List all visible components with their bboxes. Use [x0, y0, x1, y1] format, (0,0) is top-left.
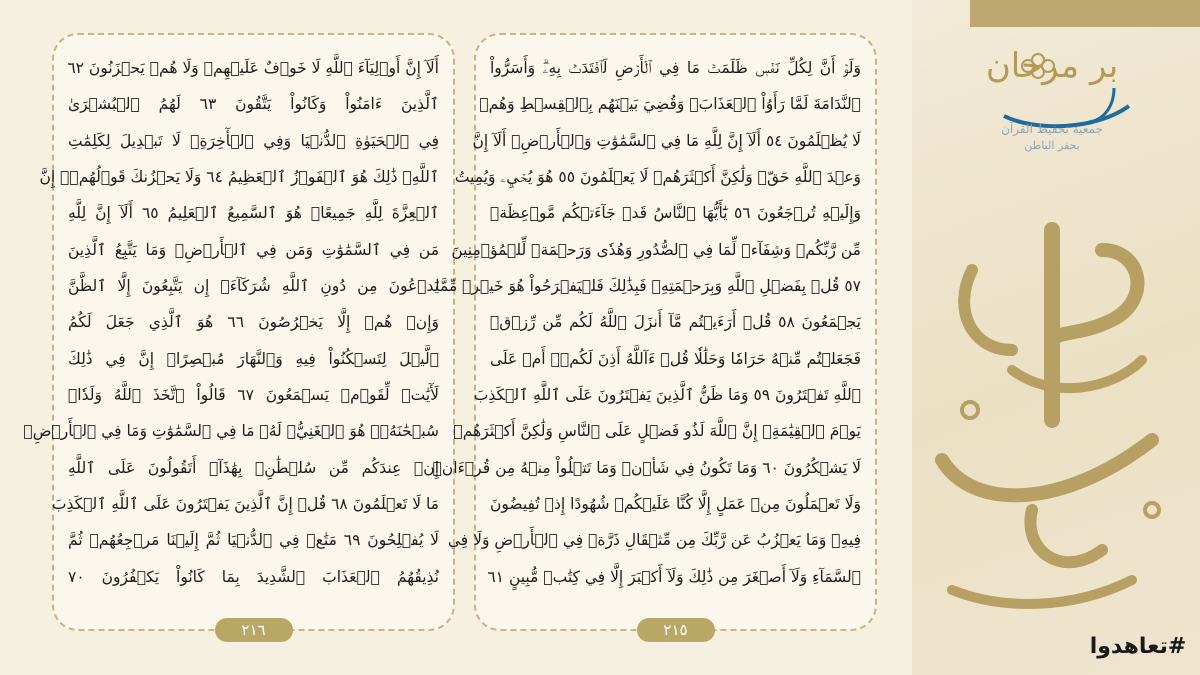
verse-line: نُذِيقُهُمُ ٱلۡعَذَابَ ٱلشَّدِيدَ بِمَا كَانُواْ يَكۡفُرُونَ ٧٠	[68, 567, 439, 586]
verse-line: وَلَوۡ أَنَّ لِكُلِّ نَفۡسٖ ظَلَمَتۡ مَا فِي ٱلۡأَرۡضِ لَٱفۡتَدَتۡ بِهِۦۗ وَأَسَرُّواْ	[490, 59, 861, 77]
gold-top-bar	[970, 0, 1200, 27]
verse-line: ٱللَّهِ تَفۡتَرُونَ ٥٩ وَمَا ظَنُّ ٱلَّذِينَ يَفۡتَرُونَ عَلَى ٱللَّهِ ٱلۡكَذِبَ	[473, 386, 861, 405]
verse-line: أَلَآ إِنَّ أَوۡلِيَآءَ ٱللَّهِ لَا خَوۡفٌ عَلَيۡهِمۡ وَلَا هُمۡ يَحۡزَنُونَ ٦٢	[67, 59, 439, 77]
verse-line: ٱلَّذِينَ ءَامَنُواْ وَكَانُواْ يَتَّقُونَ ٦٣ لَهُمُ ٱلۡبُشۡرَىٰ	[68, 95, 439, 114]
verse-line: يَجۡمَعُونَ ٥٨ قُلۡ أَرَءَيۡتُم مَّآ أَنزَلَ ٱللَّهُ لَكُم مِّن رِّزۡقٖ	[490, 313, 861, 332]
verse-line: وَلَا تَعۡمَلُونَ مِنۡ عَمَلٍ إِلَّا كُنَّا عَلَيۡكُمۡ شُهُودًا إِذۡ تُفِيضُونَ	[490, 495, 861, 514]
verse-line: وَإِنۡ هُمۡ إِلَّا يَخۡرُصُونَ ٦٦ هُوَ ٱلَّذِي جَعَلَ لَكُمُ	[68, 313, 439, 332]
verse-line: ٱلۡعِزَّةَ لِلَّهِ جَمِيعًاۚ هُوَ ٱلسَّمِيعُ ٱلۡعَلِيمُ ٦٥ أَلَآ إِنَّ لِلَّهِ	[68, 204, 439, 223]
branding-panel	[912, 0, 1200, 675]
verse-line: مِّن رَّبِّكُمۡ وَشِفَآءٞ لِّمَا فِي ٱلصُّدُورِ وَهُدٗى وَرَحۡمَةٞ لِّلۡمُؤۡمِنِينَ	[451, 240, 861, 259]
verse-line: ٥٧ قُلۡ بِفَضۡلِ ٱللَّهِ وَبِرَحۡمَتِهِۦ فَبِذَٰلِكَ فَلۡيَفۡرَحُواْ هُوَ خَيۡرٞ مِّمَّا	[435, 277, 861, 296]
association-city: بحفر الباطن	[1024, 139, 1080, 152]
page-text-lines	[23, 51, 439, 595]
verse-line: فِيهِۚ وَمَا يَعۡزُبُ عَن رَّبِّكَ مِن مِّثۡقَالِ ذَرَّةٖ فِي ٱلۡأَرۡضِ وَلَا فِي	[447, 531, 861, 550]
verse-line: لَا يُظۡلَمُونَ ٥٤ أَلَآ إِنَّ لِلَّهِ مَا فِي ٱلسَّمَٰوَٰتِ وَٱلۡأَرۡضِۗ أَلَآ إِنَّ	[472, 131, 861, 150]
verse-line: لَا يَشۡكُرُونَ ٦٠ وَمَا تَكُونُ فِي شَأۡنٖ وَمَا تَتۡلُواْ مِنۡهُ مِن قُرۡءَانٖ	[432, 458, 861, 477]
verse-line: ٱلسَّمَآءِ وَلَآ أَصۡغَرَ مِن ذَٰلِكَ وَلَآ أَكۡبَرَ إِلَّا فِي كِتَٰبٖ مُّبِينٍ ٦١	[487, 567, 861, 586]
verse-line: فِي ٱلۡحَيَوٰةِ ٱلدُّنۡيَا وَفِي ٱلۡأٓخِرَةِۚ لَا تَبۡدِيلَ لِكَلِمَٰتِ	[68, 131, 439, 150]
verse-line: يَوۡمَ ٱلۡقِيَٰمَةِۗ إِنَّ ٱللَّهَ لَذُو فَضۡلٍ عَلَى ٱلنَّاسِ وَلَٰكِنَّ أَكۡثَرَهُمۡ	[453, 422, 861, 441]
verse-line: سُبۡحَٰنَهُۥۖ هُوَ ٱلۡغَنِيُّۖ لَهُۥ مَا فِي ٱلسَّمَٰوَٰتِ وَمَا فِي ٱلۡأَرۡضِۚ	[23, 422, 439, 441]
verse-line: يَدۡعُونَ مِن دُونِ ٱللَّهِ شُرَكَآءَۚ إِن يَتَّبِعُونَ إِلَّا ٱلظَّنَّ	[68, 277, 439, 296]
page-number: ٢١٥	[637, 618, 715, 642]
verse-line: مَن فِي ٱلسَّمَٰوَٰتِ وَمَن فِي ٱلۡأَرۡضِۗ وَمَا يَتَّبِعُ ٱلَّذِينَ	[68, 240, 439, 259]
campaign-hashtag: #تعاهدوا	[1089, 634, 1187, 659]
verse-line: فَجَعَلۡتُم مِّنۡهُ حَرَامٗا وَحَلَٰلٗا قُلۡ ءَآللَّهُ أَذِنَ لَكُمۡۖ أَمۡ عَلَى	[490, 349, 861, 368]
association-name: جمعية تحفيظ القرآن	[1001, 122, 1103, 136]
verse-line: ٱلَّيۡلَ لِتَسۡكُنُواْ فِيهِ وَٱلنَّهَارَ مُبۡصِرًاۚ إِنَّ فِي ذَٰلِكَ	[68, 349, 439, 368]
mushaf-page-215	[432, 33, 877, 639]
verse-line: ٱلنَّدَامَةَ لَمَّا رَأَوُاْ ٱلۡعَذَابَۖ وَقُضِيَ بَيۡنَهُم بِٱلۡقِسۡطِ وَهُمۡ	[479, 95, 861, 114]
page-number: ٢١٦	[215, 618, 293, 642]
verse-line: لَأٓيَٰتٖ لِّقَوۡمٖ يَسۡمَعُونَ ٦٧ قَالُواْ ٱتَّخَذَ ٱللَّهُ وَلَدٗاۗ	[68, 386, 439, 405]
campaign-calligraphy	[912, 210, 1200, 630]
page-text-lines	[432, 51, 861, 595]
logo-wordmark: بر مرحان	[985, 46, 1119, 86]
verse-line: لَا يُفۡلِحُونَ ٦٩ مَتَٰعٞ فِي ٱلدُّنۡيَا ثُمَّ إِلَيۡنَا مَرۡجِعُهُمۡ ثُمَّ	[68, 531, 439, 550]
mushaf-page-216	[23, 33, 455, 639]
verse-line: وَإِلَيۡهِ تُرۡجَعُونَ ٥٦ يَٰٓأَيُّهَا ٱلنَّاسُ قَدۡ جَآءَتۡكُم مَّوۡعِظَةٞ	[490, 204, 861, 223]
verse-line: ٱللَّهِۚ ذَٰلِكَ هُوَ ٱلۡفَوۡزُ ٱلۡعَظِيمُ ٦٤ وَلَا يَحۡزُنكَ قَوۡلُهُمۡۘ إِنَّ	[39, 168, 439, 187]
verse-line: وَعۡدَ ٱللَّهِ حَقّٞ وَلَٰكِنَّ أَكۡثَرَهُمۡ لَا يَعۡلَمُونَ ٥٥ هُوَ يُحۡيِۦ وَيُمِيتُ	[454, 168, 861, 187]
verse-line: مَا لَا تَعۡلَمُونَ ٦٨ قُلۡ إِنَّ ٱلَّذِينَ يَفۡتَرُونَ عَلَى ٱللَّهِ ٱلۡكَذِبَ	[51, 495, 439, 514]
verse-line: إِنۡ عِندَكُم مِّن سُلۡطَٰنِۭ بِهَٰذَآۚ أَتَقُولُونَ عَلَى ٱللَّهِ	[68, 458, 439, 477]
